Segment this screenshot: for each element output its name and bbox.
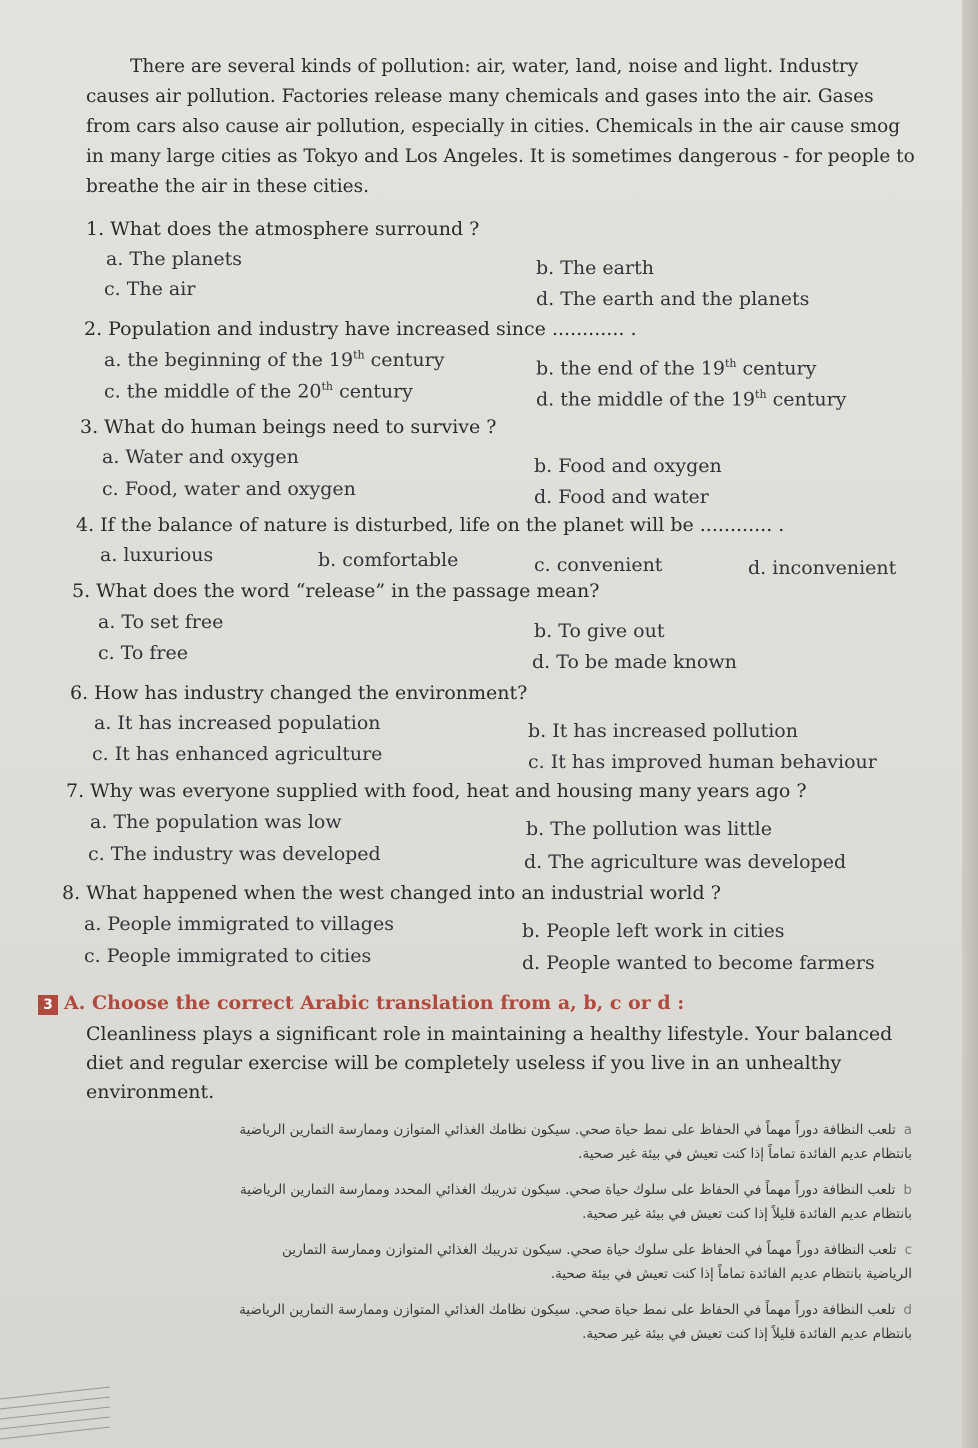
- q3-option-a[interactable]: a. Water and oxygen: [102, 446, 299, 468]
- option-letter: a: [903, 1122, 912, 1138]
- translation-option-d[interactable]: [112, 1298, 912, 1346]
- translation-source-text: Cleanliness plays a significant role in maintaining a healthy lifestyle. Your balanced diet and regular exercise will be completely useless if you live in an unhealthy environment.: [86, 1023, 893, 1103]
- q6-option-c[interactable]: c. It has enhanced agriculture: [92, 743, 383, 765]
- q4-option-c[interactable]: c. convenient: [534, 554, 663, 576]
- q2-option-d[interactable]: d. the middle of the 19th century: [536, 388, 847, 411]
- question-4: 4. If the balance of nature is disturbed, life on the planet will be ............ .: [76, 514, 785, 536]
- q8-option-b[interactable]: b. People left work in cities: [522, 920, 785, 942]
- q1-option-d[interactable]: d. The earth and the planets: [536, 288, 810, 310]
- decorative-lines-graphic: [0, 1385, 110, 1448]
- q7-option-d[interactable]: d. The agriculture was developed: [524, 851, 847, 873]
- q1-option-a[interactable]: a. The planets: [106, 248, 243, 270]
- option-line: تلعب النظافة دوراً مهماً في الحفاظ على سلوك حياة صحي. سيكون تدريبك الغذائي المحدد وممارسة التمارين الرياضية: [239, 1182, 896, 1198]
- q4-option-b[interactable]: b. comfortable: [318, 549, 459, 571]
- option-line: بانتظام عديم الفائدة قليلاً إذا كنت تعيش في بيئة غير صحية.: [582, 1206, 912, 1222]
- question-1: 1. What does the atmosphere surround ?: [86, 218, 480, 240]
- q7-option-c[interactable]: c. The industry was developed: [88, 843, 381, 865]
- q5-option-c[interactable]: c. To free: [98, 642, 188, 664]
- q6-option-a[interactable]: a. It has increased population: [94, 712, 381, 734]
- option-letter: d: [903, 1302, 912, 1318]
- q1-option-c[interactable]: c. The air: [104, 278, 196, 300]
- option-line: تلعب النظافة دوراً مهماً في الحفاظ على نمط حياة صحي. سيكون نظامك الغذائي المتوازن وممارسة التمارين الرياضية: [239, 1122, 896, 1138]
- translation-option-b[interactable]: [112, 1178, 912, 1226]
- option-line: تلعب النظافة دوراً مهماً في الحفاظ على نمط حياة صحي. سيكون نظامك الغذائي المتوازن وممارسة التمارين الرياضية: [239, 1302, 896, 1318]
- option-line: بانتظام عديم الفائدة تماماً إذا كنت تعيش في بيئة غير صحية.: [578, 1146, 912, 1162]
- q7-option-a[interactable]: a. The population was low: [90, 811, 342, 833]
- section-heading: [38, 992, 684, 1015]
- q3-option-d[interactable]: d. Food and water: [534, 486, 709, 508]
- section-number-badge: 3: [38, 995, 58, 1015]
- section-heading-text: A. Choose the correct Arabic translation from a, b, c or d :: [64, 992, 685, 1014]
- question-3: 3. What do human beings need to survive ?: [80, 416, 497, 438]
- q1-option-b[interactable]: b. The earth: [536, 257, 654, 279]
- option-line: الرياضية بانتظام عديم الفائدة تماماً إذا كنت تعيش في بيئة صحية.: [550, 1266, 912, 1282]
- q2-option-b[interactable]: b. the end of the 19th century: [536, 357, 817, 380]
- q7-option-b[interactable]: b. The pollution was little: [526, 818, 772, 840]
- passage-text: There are several kinds of pollution: air, water, land, noise and light. Industry causes air pollution. Factories release many chemicals and gases into the air. Gases from cars also cause air pollution, especially in cities. Chemicals in the air cause smog in many large cities as Tokyo and Los Angeles. It is sometimes dangerous - for people to breathe the air in these cities.: [86, 56, 915, 197]
- q4-option-a[interactable]: a. luxurious: [100, 544, 214, 566]
- q5-option-a[interactable]: a. To set free: [98, 611, 224, 633]
- q2-option-a[interactable]: [104, 349, 444, 371]
- question-5: 5. What does the word “release” in the passage mean?: [72, 580, 600, 602]
- translation-option-c[interactable]: [112, 1238, 912, 1286]
- question-2: 2. Population and industry have increased since ............ .: [84, 318, 637, 340]
- q3-option-c[interactable]: c. Food, water and oxygen: [102, 478, 356, 500]
- option-line: بانتظام عديم الفائدة قليلاً إذا كنت تعيش في بيئة غير صحية.: [582, 1326, 912, 1342]
- q4-option-d[interactable]: d. inconvenient: [748, 557, 897, 579]
- option-letter: c: [904, 1242, 912, 1258]
- page-edge-shadow: [962, 0, 978, 1448]
- question-7: 7. Why was everyone supplied with food, heat and housing many years ago ?: [66, 780, 807, 802]
- q6-option-d[interactable]: c. It has improved human behaviour: [528, 751, 877, 773]
- question-8: 8. What happened when the west changed into an industrial world ?: [62, 882, 721, 904]
- q5-option-d[interactable]: d. To be made known: [532, 651, 737, 673]
- option-line: تلعب النظافة دوراً مهماً في الحفاظ على سلوك حياة صحي. سيكون تدريبك الغذائي المتوازن وممارسة التمارين: [281, 1242, 897, 1258]
- q6-option-b[interactable]: b. It has increased pollution: [528, 720, 798, 742]
- translation-option-a[interactable]: [112, 1118, 912, 1166]
- reading-passage: [86, 52, 916, 202]
- option-letter: b: [903, 1182, 912, 1198]
- question-6: 6. How has industry changed the environment?: [70, 682, 528, 704]
- q5-option-b[interactable]: b. To give out: [534, 620, 665, 642]
- q8-option-c[interactable]: c. People immigrated to cities: [84, 945, 372, 967]
- q3-option-b[interactable]: b. Food and oxygen: [534, 455, 722, 477]
- q2-option-c[interactable]: c. the middle of the 20th century: [104, 380, 413, 403]
- q8-option-d[interactable]: d. People wanted to become farmers: [522, 952, 875, 974]
- q2-option-a-text: a. the beginning of the 19th century: [104, 349, 445, 372]
- q8-option-a[interactable]: a. People immigrated to villages: [84, 913, 394, 935]
